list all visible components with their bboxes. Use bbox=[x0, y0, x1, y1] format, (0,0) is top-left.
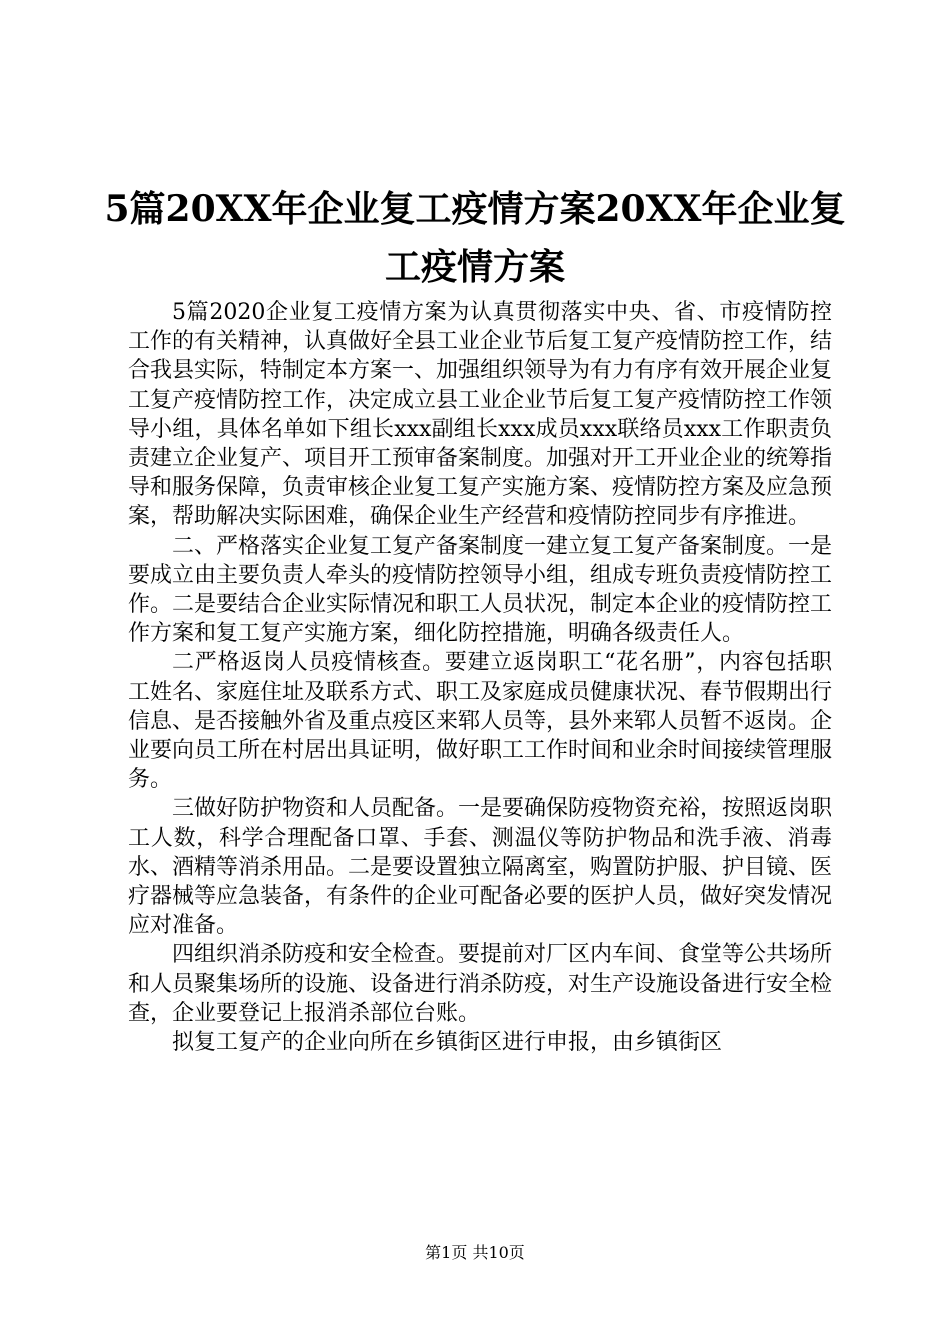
paragraph: 二、严格落实企业复工复产备案制度一建立复工复产备案制度。一是要成立由主要负责人牵头的疫情防控领导小组，组成专班负责疫情防控工作。二是要结合企业实际情况和职工人员状况，制定本企业的疫情防控工作方案和复工复产实施方案，细化防控措施，明确各级责任人。 bbox=[128, 533, 833, 647]
page-number-footer: 第1页 共10页 bbox=[425, 1243, 525, 1262]
paragraph: 5篇2020企业复工疫情方案为认真贯彻落实中央、省、市疫情防控工作的有关精神，认真做好全县工业企业节后复工复产疫情防控工作，结合我县实际，特制定本方案一、加强组织领导为有力有序有效开展企业复工复产疫情防控工作，决定成立县工业企业节后复工复产疫情防控工作领导小组，具体名单如下组长xxx副组长xxx成员xxx联络员xxx工作职责负责建立企业复产、项目开工预审备案制度。加强对开工开业企业的统筹指导和服务保障，负责审核企业复工复产实施方案、疫情防控方案及应急预案，帮助解决实际困难，确保企业生产经营和疫情防控同步有序推进。 bbox=[128, 300, 833, 530]
paragraph: 三做好防护物资和人员配备。一是要确保防疫物资充裕，按照返岗职工人数，科学合理配备口罩、手套、测温仪等防护物品和洗手液、消毒水、酒精等消杀用品。二是要设置独立隔离室，购置防护服、护目镜、医疗器械等应急装备，有条件的企业可配备必要的医护人员，做好突发情况应对准备。 bbox=[128, 796, 833, 939]
paragraph: 拟复工复产的企业向所在乡镇街区进行申报，由乡镇街区 bbox=[172, 1030, 723, 1056]
document-body bbox=[128, 298, 832, 1057]
document-title: 5篇20XX年企业复工疫情方案20XX年企业复工疫情方案 bbox=[104, 188, 846, 288]
paragraph: 二严格返岗人员疫情核查。要建立返岗职工“花名册”，内容包括职工姓名、家庭住址及联系方式、职工及家庭成员健康状况、春节假期出行信息、是否接触外省及重点疫区来郓人员等，县外来郓人员暂不返岗。企业要向员工所在村居出具证明，做好职工工作时间和业余时间接续管理服务。 bbox=[128, 650, 833, 793]
paragraph: 四组织消杀防疫和安全检查。要提前对厂区内车间、食堂等公共场所和人员聚集场所的设施、设备进行消杀防疫，对生产设施设备进行安全检查，企业要登记上报消杀部位台账。 bbox=[128, 942, 833, 1026]
